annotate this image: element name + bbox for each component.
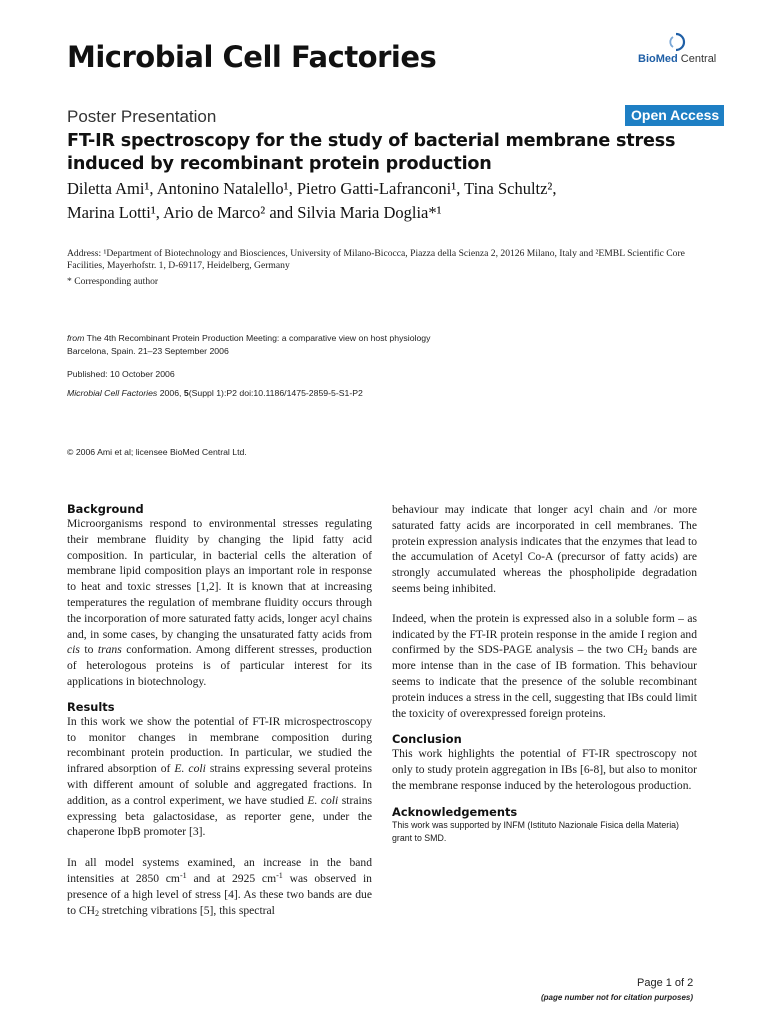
article-title: FT-IR spectroscopy for the study of bacterial membrane stress induced by recombinant protein production — [67, 131, 676, 174]
author-address: Address: ¹Department of Biotechnology and Biosciences, University of Milano-Bicocca, Piazza della Scienza 2, 20126 Milano, Italy and ²EMBL Scientific Core Facilities, Mayerhofstr. 1, D-69117, Heidelberg, Germany — [67, 248, 685, 271]
copyright-notice: © 2006 Ami et al; licensee BioMed Central Ltd. — [67, 447, 247, 457]
stress-paragraph: In all model systems examined, an increase in the band intensities at 2850 $cm^{-1}$ and at 2925 $cm^{-1}$ was observed in presence of a high level of stress [4]. As these two bands are due to $CH_2$ stretching vibrations [5], this spectral — [67, 856, 372, 918]
logo-wordmark — [638, 53, 716, 65]
meeting-name: The 4th Recombinant Protein Production Meeting: a comparative view on host physiology — [84, 333, 431, 343]
biomed-logo-icon — [664, 30, 688, 54]
citation-year: 2006, — [157, 388, 184, 398]
authors-line-1: Diletta Ami¹, Antonino Natalello¹, Pietro Gatti-Lafranconi¹, Tina Schultz², — [67, 179, 557, 198]
page-number-note: (page number not for citation purposes) — [541, 993, 694, 1002]
citation-journal: Microbial Cell Factories — [67, 388, 158, 398]
conclusion-paragraph: This work highlights the potential of FT-IR spectroscopy not only to study protein aggregation in IBs [6-8], but also to monitor the membrane response induced by the heterologous production. — [392, 747, 697, 792]
background-paragraph: Microorganisms respond to environmental stresses regulating their membrane fluidity by changing the lipid fatty acid composition. In particular, in bacterial cells the alteration of membrane lipid composition plays an important role in response to heat and toxic stresses [1,2]. It is known that at increasing temperatures the regulation of membrane fluidity occurs through the incorporation of more saturated fatty acids, longer acyl chains and, in some cases, by changing the unsaturated fatty acids from cis to trans conformation. Among different stresses, production of heterologous proteins is of particular interest for its applications in biotechnology. — [67, 517, 372, 688]
citation-doi: (Suppl 1):P2 doi:10.1186/1475-2859-5-S1-P2 — [188, 388, 363, 398]
biomed-central-logo — [616, 30, 736, 72]
meeting-info — [67, 332, 430, 358]
conclusion-heading: Conclusion — [392, 732, 462, 747]
results-heading: Results — [67, 699, 115, 714]
left-column — [67, 502, 372, 918]
open-access-badge: Open Access — [625, 105, 724, 126]
acknowledgements-heading: Acknowledgements — [392, 804, 518, 819]
journal-title: Microbial Cell Factories — [67, 40, 437, 74]
logo-biomed: BioMed — [638, 53, 678, 65]
section-label: Poster Presentation — [67, 107, 217, 126]
corresponding-author-note: * Corresponding author — [67, 276, 159, 287]
soluble-protein-paragraph: Indeed, when the protein is expressed also in a soluble form – as indicated by the FT-IR protein response in the amide I region and confirmed by the SDS-PAGE analysis – the two $CH_2$ bands are more intense than in the case of IB formation. This behaviour seems to indicate that the presence of the soluble recombinant protein induces a stress in the cell, suggesting that IBs could limit the toxicity of overexpressed foreign proteins. — [392, 611, 697, 720]
acknowledgements-text: This work was supported by INFM (Istituto Nazionale Fisica della Materia) grant to SMD. — [392, 819, 679, 843]
author-list — [67, 177, 727, 225]
background-heading: Background — [67, 502, 144, 516]
meeting-location: Barcelona, Spain. 21–23 September 2006 — [67, 346, 229, 356]
citation-volume: 5 — [183, 388, 189, 398]
membrane-paragraph: behaviour may indicate that longer acyl chain and /or more saturated fatty acids are incorporated in cell membranes. The protein expression analysis indicates that the enzymes that lead to the accumulation of Acetyl Co-A (precursor of fatty acids) are strongly accumulated whereas the phospholipide degradation seems being inhibited. — [392, 503, 697, 595]
citation-line — [67, 388, 363, 398]
from-prefix: from — [67, 333, 85, 343]
authors-line-2: Marina Lotti¹, Ario de Marco² and Silvia Maria Doglia*¹ — [67, 203, 442, 222]
logo-central: Central — [677, 53, 717, 65]
right-column — [392, 502, 697, 845]
published-date: Published: 10 October 2006 — [67, 369, 175, 379]
results-paragraph: In this work we show the potential of FT-IR microspectroscopy to monitor changes in membrane composition during recombinant protein production. In particular, we studied the infrared absorption of E. coli strains expressing several proteins with different amount of soluble and aggregated fractions. In addition, as a control experiment, we have studied E. coli strains expressing beta galactosidase, as reporter gene, under the chaperone IbpB promoter [3]. — [67, 714, 373, 839]
page-number: Page 1 of 2 — [637, 977, 694, 989]
